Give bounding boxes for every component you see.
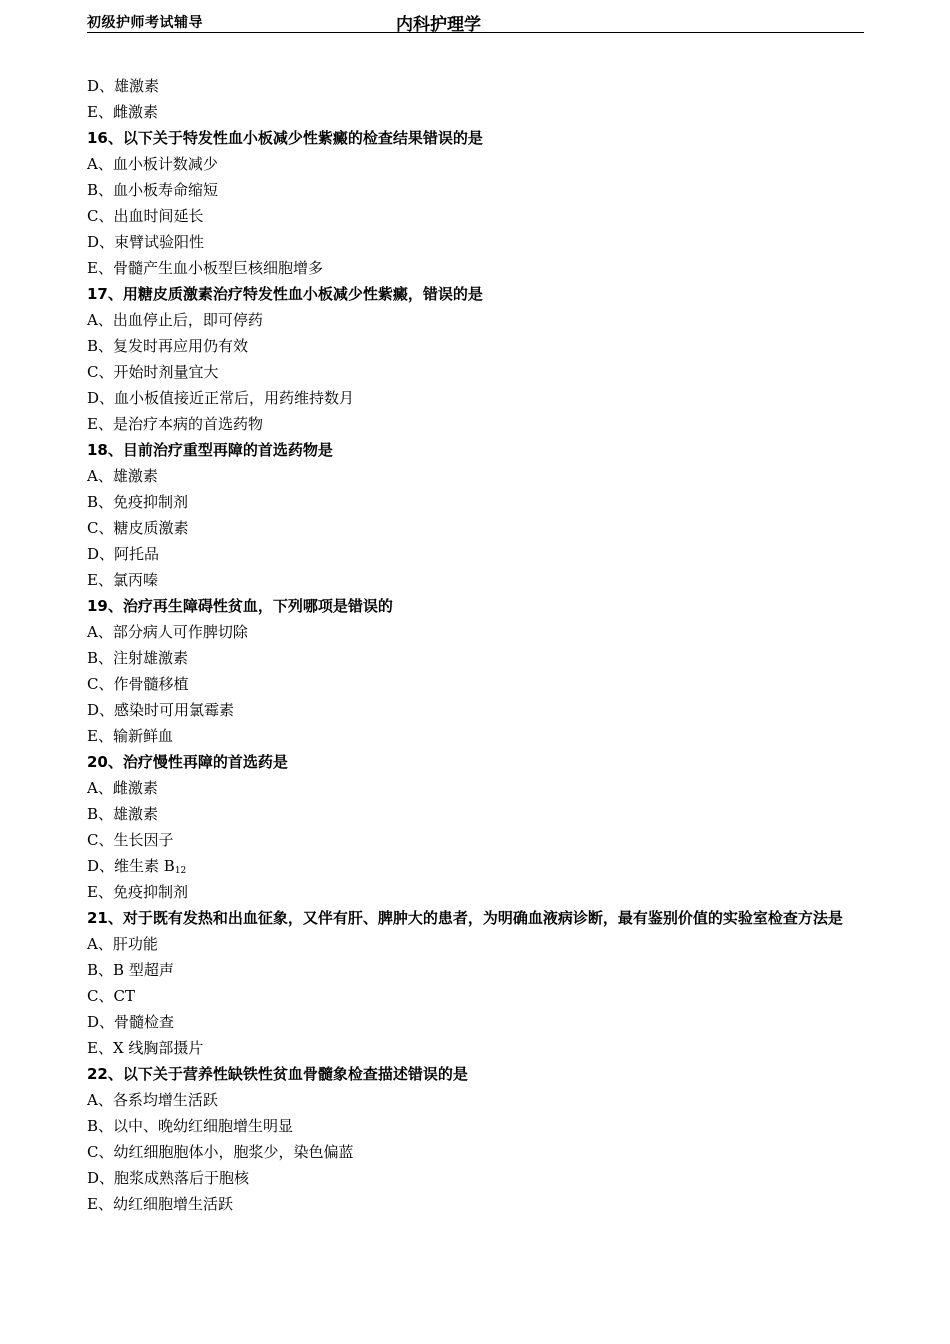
answer-option-text: D、维生素 B — [87, 857, 175, 875]
answer-option: B、复发时再应用仍有效 — [87, 337, 249, 355]
answer-option: D、骨髓检查 — [87, 1013, 175, 1031]
page-header — [87, 10, 864, 33]
answer-option: E、骨髓产生血小板型巨核细胞增多 — [87, 259, 323, 277]
answer-option: D、束臂试验阳性 — [87, 233, 205, 251]
answer-option: A、雄激素 — [87, 467, 158, 485]
answer-option: E、幼红细胞增生活跃 — [87, 1195, 233, 1213]
answer-option: B、B 型超声 — [87, 961, 174, 979]
question-text: 17、用糖皮质激素治疗特发性血小板减少性紫癜，错误的是 — [87, 285, 483, 303]
question-text: 20、治疗慢性再障的首选药是 — [87, 753, 288, 771]
answer-option: C、生长因子 — [87, 831, 174, 849]
answer-option: B、雄激素 — [87, 805, 159, 823]
question-list — [87, 73, 867, 1217]
answer-option: B、免疫抑制剂 — [87, 493, 189, 511]
subscript: 12 — [174, 866, 187, 876]
answer-option: C、作骨髓移植 — [87, 675, 189, 693]
answer-option: A、肝功能 — [87, 935, 158, 953]
answer-option: A、部分病人可作脾切除 — [87, 623, 248, 641]
answer-option: B、以中、晚幼红细胞增生明显 — [87, 1117, 294, 1135]
answer-option: E、雌激素 — [87, 103, 158, 121]
answer-option: E、X 线胸部摄片 — [87, 1039, 204, 1057]
question-text: 21、对于既有发热和出血征象，又伴有肝、脾肿大的患者，为明确血液病诊断，最有鉴别价值的实验室检查方法是 — [87, 909, 843, 927]
question-text: 22、以下关于营养性缺铁性贫血骨髓象检查描述错误的是 — [87, 1065, 468, 1083]
question-text: 18、目前治疗重型再障的首选药物是 — [87, 441, 333, 459]
answer-option: D、血小板值接近正常后，用药维持数月 — [87, 389, 355, 407]
answer-option: A、血小板计数减少 — [87, 155, 218, 173]
answer-option: E、输新鲜血 — [87, 727, 173, 745]
answer-option: D、阿托品 — [87, 545, 160, 563]
header-center-title: 内科护理学 — [396, 15, 481, 35]
answer-option: D、胞浆成熟落后于胞核 — [87, 1169, 250, 1187]
question-text: 19、治疗再生障碍性贫血，下列哪项是错误的 — [87, 597, 393, 615]
answer-option: A、各系均增生活跃 — [87, 1091, 218, 1109]
answer-option: C、开始时剂量宜大 — [87, 363, 219, 381]
answer-option — [87, 853, 867, 879]
answer-option: E、免疫抑制剂 — [87, 883, 188, 901]
answer-option: D、雄激素 — [87, 77, 160, 95]
answer-option: C、糖皮质激素 — [87, 519, 189, 537]
answer-option: A、出血停止后，即可停药 — [87, 311, 263, 329]
answer-option: D、感染时可用氯霉素 — [87, 701, 235, 719]
answer-option: C、出血时间延长 — [87, 207, 204, 225]
answer-option: B、血小板寿命缩短 — [87, 181, 219, 199]
header-left-title: 初级护师考试辅导 — [87, 15, 203, 31]
answer-option: E、氯丙嗪 — [87, 571, 158, 589]
question-text: 16、以下关于特发性血小板减少性紫癜的检查结果错误的是 — [87, 129, 483, 147]
answer-option: C、CT — [87, 987, 135, 1005]
answer-option: B、注射雄激素 — [87, 649, 189, 667]
answer-option: E、是治疗本病的首选药物 — [87, 415, 263, 433]
answer-option: A、雌激素 — [87, 779, 158, 797]
answer-option: C、幼红细胞胞体小，胞浆少，染色偏蓝 — [87, 1143, 354, 1161]
